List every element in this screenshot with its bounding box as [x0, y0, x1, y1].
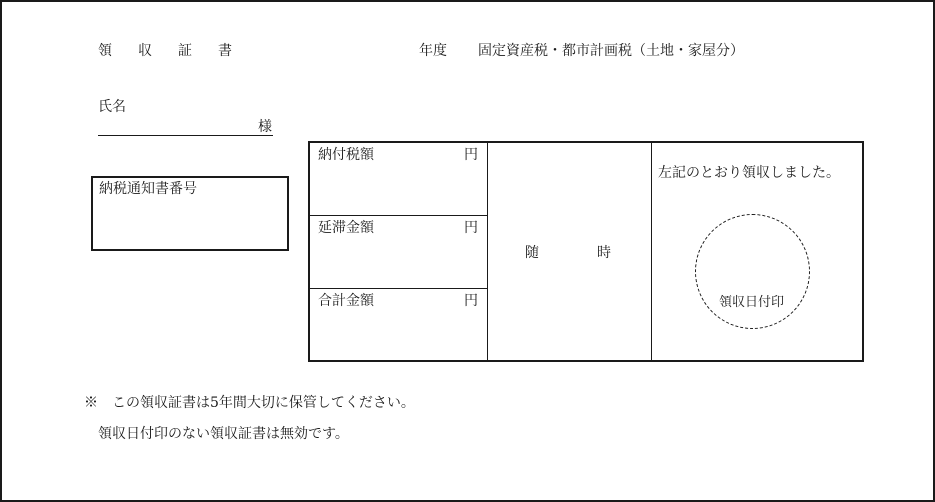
late-fee-label: 延滞金額 [318, 220, 374, 236]
amount-table [308, 141, 864, 362]
storage-note: ※ この領収証書は5年間大切に保管してください。 [84, 395, 415, 411]
late-fee-unit: 円 [464, 220, 478, 236]
name-label: 氏名 [98, 99, 126, 115]
notice-number-label: 納税通知書番号 [99, 181, 197, 197]
date-stamp-label: 領収日付印 [719, 295, 785, 310]
total-amount-unit: 円 [464, 293, 478, 309]
notice-number-box [91, 176, 289, 251]
form-title: 領収証書 [98, 43, 258, 59]
tax-amount-label: 納付税額 [318, 147, 374, 163]
total-amount-label: 合計金額 [318, 293, 374, 309]
date-stamp-circle [695, 214, 810, 329]
column-divider [487, 143, 488, 360]
fiscal-year-label: 年度 [419, 43, 447, 59]
name-underline [98, 135, 273, 136]
row-divider [310, 288, 487, 289]
honorific-label: 様 [258, 119, 272, 135]
tax-amount-unit: 円 [464, 147, 478, 163]
tax-type-title: 固定資産税・都市計画税（土地・家屋分） [478, 43, 744, 59]
validity-note: 領収日付印のない領収証書は無効です。 [98, 426, 349, 442]
received-note: 左記のとおり領収しました。 [658, 165, 840, 181]
period-label: 随時 [525, 245, 669, 261]
row-divider [310, 215, 487, 216]
